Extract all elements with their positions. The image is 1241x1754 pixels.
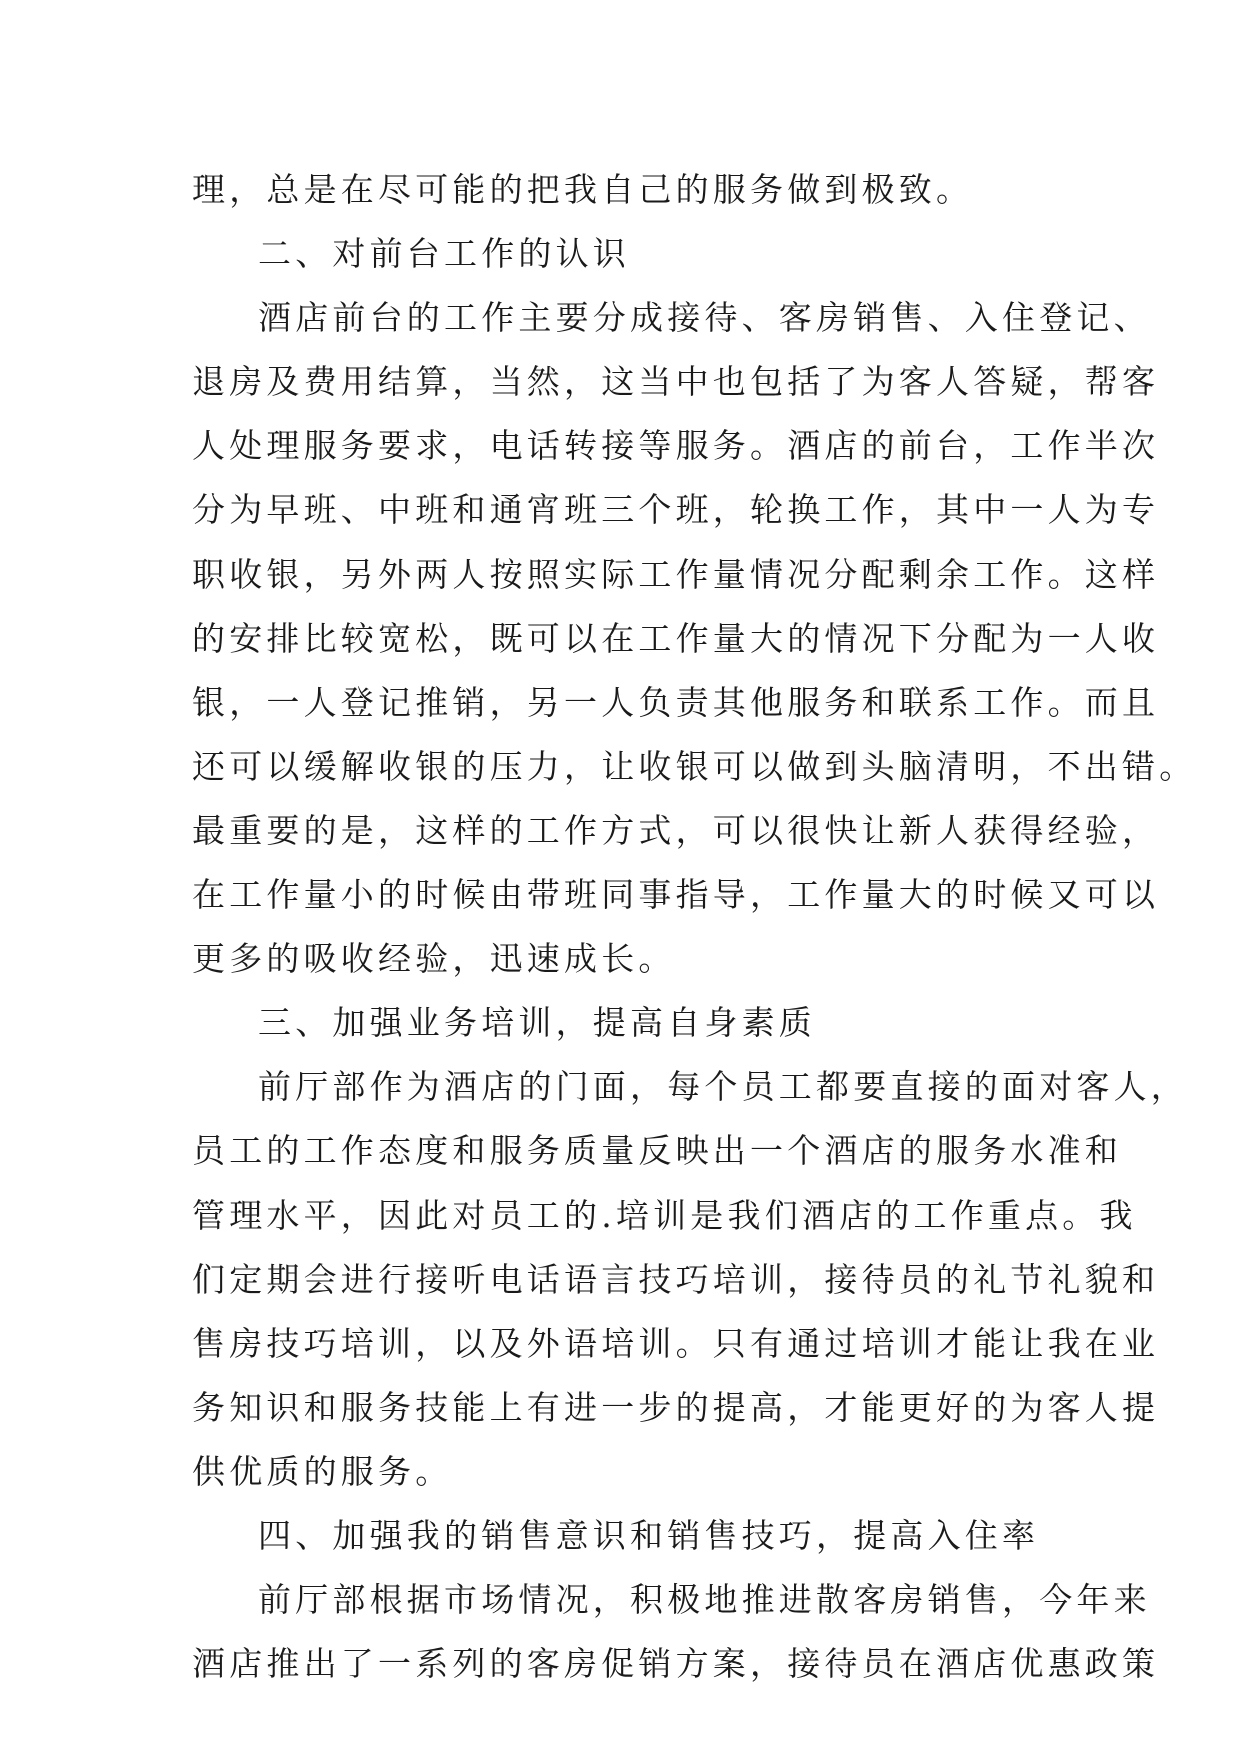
text-line: 员工的工作态度和服务质量反映出一个酒店的服务水准和 bbox=[192, 1131, 1122, 1171]
document-body bbox=[192, 158, 1197, 1696]
text-line: 退房及费用结算，当然，这当中也包括了为客人答疑，帮客 bbox=[192, 362, 1160, 402]
section-heading: 二、对前台工作的认识 bbox=[258, 234, 630, 274]
text-line: 在工作量小的时候由带班同事指导，工作量大的时候又可以 bbox=[192, 875, 1160, 915]
text-line: 的安排比较宽松，既可以在工作量大的情况下分配为一人收 bbox=[192, 618, 1160, 658]
text-line: 管理水平，因此对员工的.培训是我们酒店的工作重点。我 bbox=[192, 1195, 1137, 1235]
text-line: 还可以缓解收银的压力，让收银可以做到头脑清明，不出错。 bbox=[192, 746, 1197, 786]
paragraph-start: 前厅部作为酒店的门面，每个员工都要直接的面对客人， bbox=[258, 1067, 1188, 1107]
text-line: 务知识和服务技能上有进一步的提高，才能更好的为客人提 bbox=[192, 1387, 1160, 1427]
text-line: 酒店推出了一系列的客房促销方案，接待员在酒店优惠政策 bbox=[192, 1644, 1160, 1684]
text-line: 理，总是在尽可能的把我自己的服务做到极致。 bbox=[192, 170, 974, 209]
section-heading: 三、加强业务培训，提高自身素质 bbox=[258, 1003, 816, 1043]
text-line: 分为早班、中班和通宵班三个班，轮换工作，其中一人为专 bbox=[192, 490, 1160, 530]
text-line: 供优质的服务。 bbox=[192, 1451, 453, 1491]
paragraph-start: 前厅部根据市场情况，积极地推进散客房销售，今年来 bbox=[258, 1580, 1151, 1620]
text-line: 银，一人登记推销，另一人负责其他服务和联系工作。而且 bbox=[192, 682, 1160, 722]
text-line: 人处理服务要求，电话转接等服务。酒店的前台，工作半次 bbox=[192, 426, 1160, 466]
section-heading: 四、加强我的销售意识和销售技巧，提高入住率 bbox=[258, 1515, 1040, 1555]
text-line: 更多的吸收经验，迅速成长。 bbox=[192, 939, 676, 979]
paragraph-start: 酒店前台的工作主要分成接待、客房销售、入住登记、 bbox=[258, 298, 1151, 338]
text-line: 最重要的是，这样的工作方式，可以很快让新人获得经验， bbox=[192, 810, 1160, 850]
text-line: 们定期会进行接听电话语言技巧培训，接待员的礼节礼貌和 bbox=[192, 1259, 1160, 1299]
text-line: 售房技巧培训，以及外语培训。只有通过培训才能让我在业 bbox=[192, 1323, 1160, 1363]
text-line: 职收银，另外两人按照实际工作量情况分配剩余工作。这样 bbox=[192, 554, 1160, 594]
